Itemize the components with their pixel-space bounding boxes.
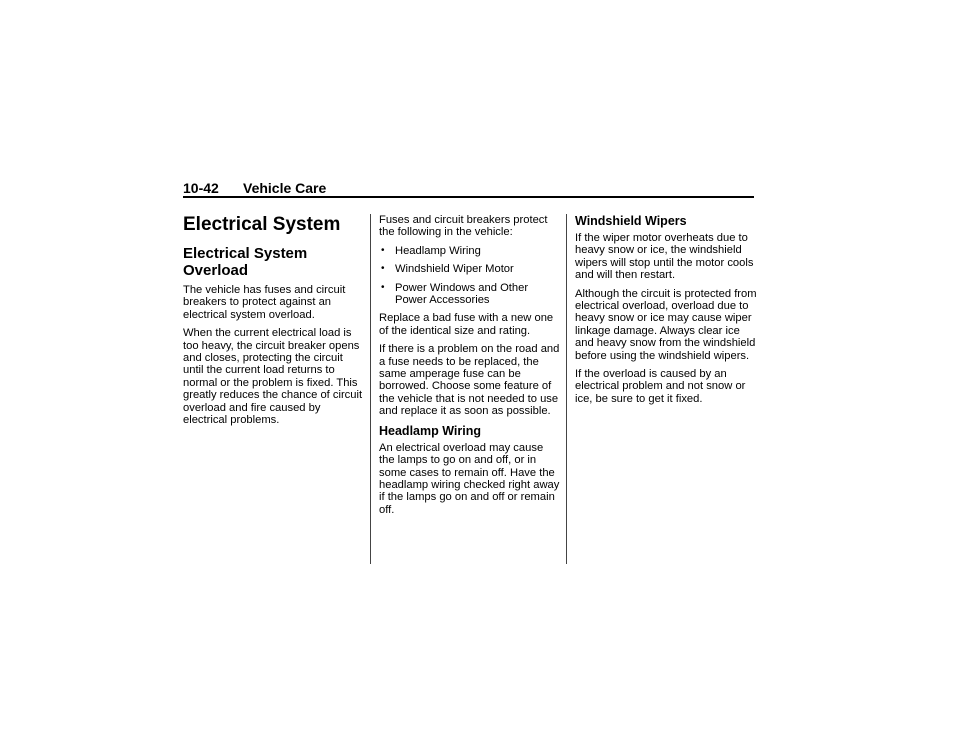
paragraph: If there is a problem on the road and a fuse needs to be replaced, the same amperage fuse can be borrowed. Choose some feature of the vehicle that is not needed to use and replace it as soon as possible. xyxy=(379,343,560,418)
column-1 xyxy=(183,214,363,432)
subsection-heading: Electrical System Overload xyxy=(183,245,308,279)
bullet-icon: • xyxy=(381,263,385,275)
subsection-heading: Windshield Wipers xyxy=(575,214,687,228)
subsection-heading: Headlamp Wiring xyxy=(379,423,481,438)
column-3 xyxy=(575,214,757,411)
paragraph: Replace a bad fuse with a new one of the identical size and rating. xyxy=(379,312,554,337)
section-title: Vehicle Care xyxy=(243,180,327,196)
column-2 xyxy=(379,214,561,522)
paragraph: When the current electrical load is too heavy, the circuit breaker opens and closes, protecting the circuit until the current load returns to normal or the problem is fixed. This greatly reduces the chance of circuit overload and fire caused by electrical problems. xyxy=(183,327,363,427)
column-divider xyxy=(370,214,371,564)
paragraph: Although the circuit is protected from electrical overload, overload due to heavy snow or ice may cause wiper linkage damage. Always clear ice and heavy snow from the windshield before using the windshield wipers. xyxy=(575,287,757,362)
header-rule xyxy=(183,196,754,198)
list-item: • Headlamp Wiring xyxy=(381,244,481,257)
page-number: 10-42 xyxy=(183,180,219,196)
bullet-list xyxy=(379,245,561,307)
list-item: • Windshield Wiper Motor xyxy=(381,263,514,276)
list-item: • Power Windows and Other Power Accessories xyxy=(381,281,529,307)
bullet-icon: • xyxy=(381,281,385,293)
bullet-icon: • xyxy=(381,244,385,256)
column-divider xyxy=(566,214,567,564)
paragraph: The vehicle has fuses and circuit breakers to protect against an electrical system overload. xyxy=(183,284,346,321)
paragraph: An electrical overload may cause the lamps to go on and off, or in some cases to remain off. Have the headlamp wiring checked right away if the lamps go on and off or remain off. xyxy=(379,441,560,516)
paragraph: Fuses and circuit breakers protect the following in the vehicle: xyxy=(379,214,548,239)
paragraph: If the wiper motor overheats due to heavy snow or ice, the windshield wipers will stop until the motor cools and will then restart. xyxy=(575,232,754,282)
chapter-heading: Electrical System xyxy=(183,214,341,235)
paragraph: If the overload is caused by an electrical problem and not snow or ice, be sure to get it fixed. xyxy=(575,368,746,405)
